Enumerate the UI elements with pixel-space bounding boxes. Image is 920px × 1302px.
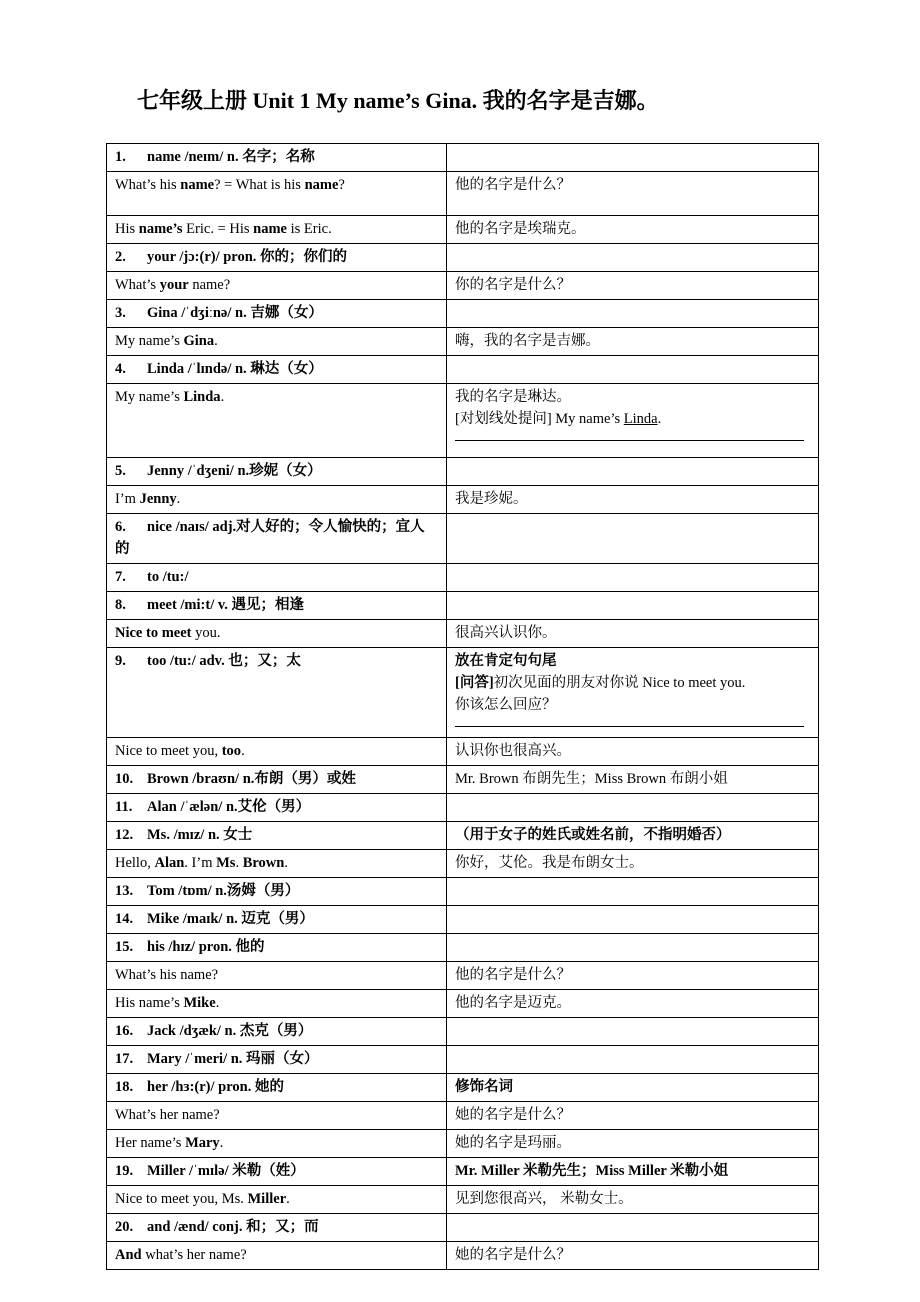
- vocab-word-cell: [107, 822, 447, 850]
- translation-cell: 他的名字是什么？: [447, 962, 819, 990]
- answer-blank-line[interactable]: [455, 440, 804, 441]
- translation-cell: 她的名字是玛丽。: [447, 1130, 819, 1158]
- example-row: [107, 216, 819, 244]
- translation-cell: [447, 244, 819, 272]
- vocab-word-row: [107, 766, 819, 794]
- example-row: [107, 990, 819, 1018]
- example-row: [107, 172, 819, 216]
- vocab-number: 16.: [115, 1023, 134, 1039]
- example-row: [107, 738, 819, 766]
- vocab-number: 3.: [115, 305, 126, 321]
- translation-cell: （用于女子的姓氏或姓名前，不指明婚否）: [447, 822, 819, 850]
- vocab-word-row: [107, 878, 819, 906]
- translation-cell: Mr. Miller 米勒先生；Miss Miller 米勒小姐: [447, 1158, 819, 1186]
- example-row: [107, 620, 819, 648]
- translation-cell: 他的名字是迈克。: [447, 990, 819, 1018]
- translation-cell: 他的名字是埃瑞克。: [447, 216, 819, 244]
- vocab-number: 20.: [115, 1219, 134, 1235]
- vocab-word-cell: [107, 766, 447, 794]
- example-row: [107, 384, 819, 458]
- translation-cell: Mr. Brown 布朗先生；Miss Brown 布朗小姐: [447, 766, 819, 794]
- translation-cell: [447, 458, 819, 486]
- example-sentence-cell: My name’s Gina.: [107, 328, 447, 356]
- vocab-entry: Ms. /mɪz/ n. 女士: [147, 827, 253, 843]
- vocab-word-cell: [107, 878, 447, 906]
- vocab-word-row: [107, 244, 819, 272]
- vocab-entry: Mike /maɪk/ n. 迈克（男）: [147, 911, 314, 927]
- vocab-entry: Jack /dʒæk/ n. 杰克（男）: [147, 1023, 313, 1039]
- answer-blank-line[interactable]: [455, 726, 804, 727]
- vocab-entry: Tom /tɒm/ n.汤姆（男）: [147, 883, 300, 899]
- vocab-number: 13.: [115, 883, 134, 899]
- vocab-word-row: [107, 514, 819, 564]
- vocab-word-cell: [107, 906, 447, 934]
- example-sentence-cell: Nice to meet you, too.: [107, 738, 447, 766]
- vocab-word-cell: [107, 1046, 447, 1074]
- translation-cell: [447, 878, 819, 906]
- vocab-word-cell: [107, 592, 447, 620]
- example-sentence-cell: I’m Jenny.: [107, 486, 447, 514]
- translation-cell: [447, 514, 819, 564]
- translation-cell: 你好，艾伦。我是布朗女士。: [447, 850, 819, 878]
- vocab-number: 8.: [115, 597, 126, 613]
- vocab-word-cell: [107, 1214, 447, 1242]
- vocabulary-table-body: [107, 144, 819, 1270]
- example-sentence-cell: Nice to meet you, Ms. Miller.: [107, 1186, 447, 1214]
- translation-cell: [447, 1018, 819, 1046]
- question-prompt: [对划线处提问] My name’s Linda.: [455, 411, 662, 427]
- vocab-word-row: [107, 1214, 819, 1242]
- translation-cell: [447, 592, 819, 620]
- vocab-word-row: [107, 1158, 819, 1186]
- example-sentence-cell: What’s your name?: [107, 272, 447, 300]
- vocab-word-row: [107, 144, 819, 172]
- example-row: [107, 328, 819, 356]
- translation-cell: [447, 934, 819, 962]
- vocab-word-cell: [107, 1158, 447, 1186]
- vocab-number: 6.: [115, 519, 126, 535]
- vocab-number: 14.: [115, 911, 134, 927]
- vocab-number: 17.: [115, 1051, 134, 1067]
- translation-cell: [447, 906, 819, 934]
- example-row: [107, 1102, 819, 1130]
- vocab-number: 7.: [115, 569, 126, 585]
- translation-cell: 她的名字是什么？: [447, 1102, 819, 1130]
- example-sentence-cell: What’s his name?: [107, 962, 447, 990]
- vocab-entry: Linda /ˈlɪndə/ n. 琳达（女）: [147, 361, 323, 377]
- vocab-entry: your /jɔ:(r)/ pron. 你的；你们的: [147, 249, 348, 265]
- translation-cell: [447, 1214, 819, 1242]
- vocab-number: 10.: [115, 771, 134, 787]
- vocab-entry: Gina /ˈdʒiːnə/ n. 吉娜（女）: [147, 305, 323, 321]
- translation-cell: 修饰名词: [447, 1074, 819, 1102]
- translation-cell: 见到您很高兴， 米勒女士。: [447, 1186, 819, 1214]
- vocab-word-row: [107, 822, 819, 850]
- vocab-word-cell: [107, 934, 447, 962]
- vocab-word-cell: [107, 514, 447, 564]
- example-sentence-cell: Nice to meet you.: [107, 620, 447, 648]
- vocab-word-row: [107, 1046, 819, 1074]
- vocab-entry: Jenny /ˈdʒeni/ n.珍妮（女）: [147, 463, 322, 479]
- page-title: 七年级上册 Unit 1 My name’s Gina. 我的名字是吉娜。: [137, 88, 659, 113]
- vocab-entry: nice /naɪs/ adj.对人好的；令人愉快的；宜人的: [115, 519, 425, 557]
- vocab-number: 5.: [115, 463, 126, 479]
- translation-cell: 她的名字是什么？: [447, 1242, 819, 1270]
- vocab-word-row: [107, 934, 819, 962]
- vocab-word-row: [107, 1018, 819, 1046]
- translation-cell: [447, 356, 819, 384]
- vocab-word-cell: [107, 1074, 447, 1102]
- vocab-word-row: [107, 300, 819, 328]
- translation-cell: 你的名字是什么？: [447, 272, 819, 300]
- example-row: [107, 962, 819, 990]
- vocab-number: 15.: [115, 939, 134, 955]
- translation-cell: [447, 794, 819, 822]
- example-row: [107, 1242, 819, 1270]
- vocab-word-cell: [107, 300, 447, 328]
- vocab-word-row: [107, 356, 819, 384]
- vocab-word-cell: [107, 244, 447, 272]
- example-sentence-cell: My name’s Linda.: [107, 384, 447, 458]
- translation-cell: [447, 300, 819, 328]
- translation-cell: 他的名字是什么？: [447, 172, 819, 216]
- vocab-entry: meet /mi:t/ v. 遇见；相逢: [147, 597, 305, 613]
- example-sentence-cell: Hello, Alan. I’m Ms. Brown.: [107, 850, 447, 878]
- example-sentence-cell: His name’s Eric. = His name is Eric.: [107, 216, 447, 244]
- vocab-number: 4.: [115, 361, 126, 377]
- vocab-number: 12.: [115, 827, 134, 843]
- vocab-entry: her /hɜ:(r)/ pron. 她的: [147, 1079, 284, 1095]
- vocab-word-cell: [107, 794, 447, 822]
- vocab-word-row: [107, 1074, 819, 1102]
- vocab-word-row: [107, 906, 819, 934]
- example-row: [107, 1186, 819, 1214]
- example-sentence-cell: And what’s her name?: [107, 1242, 447, 1270]
- translation-cell: 很高兴认识你。: [447, 620, 819, 648]
- example-row: [107, 850, 819, 878]
- example-row: [107, 1130, 819, 1158]
- translation-text: 我的名字是琳达。: [455, 389, 571, 405]
- vocab-entry: Alan /ˈælən/ n.艾伦（男）: [147, 799, 311, 815]
- translation-cell: 嗨，我的名字是吉娜。: [447, 328, 819, 356]
- vocab-number: 11.: [115, 799, 133, 815]
- vocab-number: 1.: [115, 149, 126, 165]
- vocab-entry: and /ænd/ conj. 和；又；而: [147, 1219, 319, 1235]
- question-prompt: 放在肯定句句尾 [问答]初次见面的朋友对你说 Nice to meet you. 你该怎么回应？: [455, 653, 746, 713]
- example-sentence-cell: His name’s Mike.: [107, 990, 447, 1018]
- vocabulary-table: [106, 143, 819, 1270]
- translation-cell: 我是珍妮。: [447, 486, 819, 514]
- vocab-number: 18.: [115, 1079, 134, 1095]
- vocab-number: 19.: [115, 1163, 134, 1179]
- vocab-entry: name /neɪm/ n. 名字；名称: [147, 149, 315, 165]
- translation-cell: [447, 1046, 819, 1074]
- vocab-word-cell: [107, 356, 447, 384]
- example-row: [107, 272, 819, 300]
- vocab-entry: Brown /braʊn/ n.布朗（男）或姓: [147, 771, 356, 787]
- vocab-word-row: [107, 648, 819, 738]
- vocab-word-row: [107, 458, 819, 486]
- vocab-word-cell: [107, 1018, 447, 1046]
- vocab-word-row: [107, 564, 819, 592]
- vocab-number: 2.: [115, 249, 126, 265]
- example-sentence-cell: What’s her name?: [107, 1102, 447, 1130]
- vocab-entry: Miller /ˈmɪlə/ 米勒（姓）: [147, 1163, 305, 1179]
- vocab-word-cell: [107, 648, 447, 738]
- vocab-entry: to /tu:/: [147, 569, 189, 585]
- vocab-entry: his /hɪz/ pron. 他的: [147, 939, 265, 955]
- example-row: [107, 486, 819, 514]
- translation-cell: 认识你也很高兴。: [447, 738, 819, 766]
- vocab-word-cell: [107, 564, 447, 592]
- example-sentence-cell: What’s his name? = What is his name?: [107, 172, 447, 216]
- vocab-entry: too /tu:/ adv. 也；又；太: [147, 653, 301, 669]
- translation-cell: [447, 564, 819, 592]
- vocab-entry: Mary /ˈmeri/ n. 玛丽（女）: [147, 1051, 319, 1067]
- vocab-word-cell: [107, 458, 447, 486]
- vocab-word-row: [107, 794, 819, 822]
- example-sentence-cell: Her name’s Mary.: [107, 1130, 447, 1158]
- translation-cell: [447, 384, 819, 458]
- vocab-word-row: [107, 592, 819, 620]
- vocab-number: 9.: [115, 653, 126, 669]
- translation-cell: [447, 144, 819, 172]
- translation-cell: [447, 648, 819, 738]
- vocab-word-cell: [107, 144, 447, 172]
